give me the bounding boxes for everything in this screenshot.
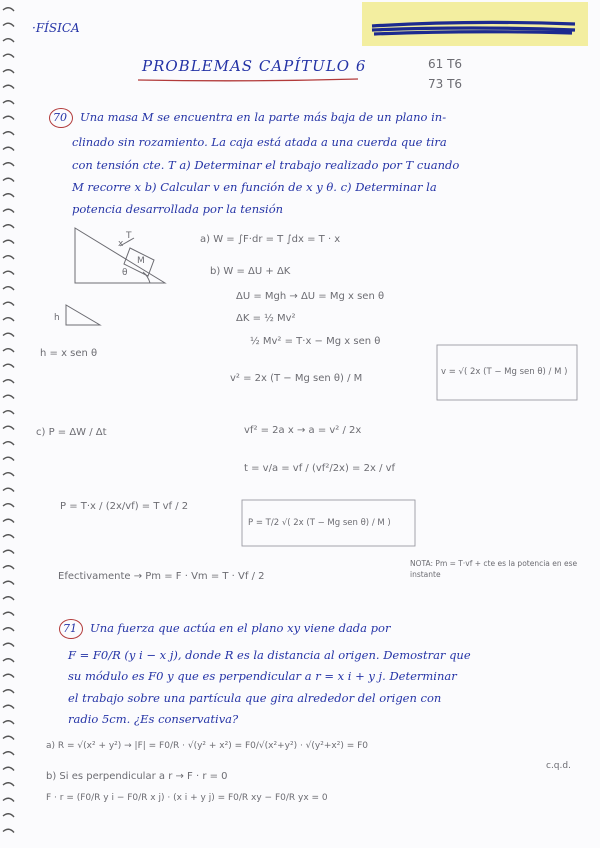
effective-power: Efectivamente → Pm = F · Vm = T · Vf / 2 [58,571,265,582]
spiral-ring [3,566,14,569]
problem-statement-line: su módulo es F0 y que es perpendicular a r = x i + y j. Determinar [68,669,457,683]
spiral-ring [3,705,14,708]
work-step-c4: P = T·x / (2x/vf) = T vf / 2 [60,501,189,512]
spiral-ring [3,643,14,646]
work-step-a: a) W = ∫F·dr = T ∫dx = T · x [200,234,341,245]
problem-statement-line: Una fuerza que actúa en el plano xy viene dada por [90,621,391,635]
power-note: NOTA: Pm = T·vf + cte es la potencia en ese instante [410,559,578,579]
work-step-b4: ½ Mv² = T·x − Mg x sen θ [250,336,381,347]
height-relation: h = x sen θ [40,348,98,359]
problem-statement-line: clinado sin rozamiento. La caja está atada a una cuerda que tira [72,135,447,149]
diagram-label-angle: θ [122,268,128,278]
problem-number: 71 [63,622,77,635]
work-step-a: a) R = √(x² + y²) → |F| = F0/R · √(y² + x²) = F0/√(x²+y²) · √(y²+x²) = F0 [46,741,368,751]
spiral-ring [3,628,14,631]
spiral-ring [3,581,14,584]
work-step-b1: b) W = ΔU + ΔK [210,266,291,277]
problem-statement-line: con tensión cte. T a) Determinar el trabajo realizado por T cuando [72,158,460,172]
work-step-c2: vf² = 2a x → a = v² / 2x [244,425,362,436]
spiral-ring [3,752,14,755]
spiral-ring [3,690,14,693]
work-step-c1: c) P = ΔW / Δt [36,427,107,438]
problem-statement-line: M recorre x b) Calcular v en función de x y θ. c) Determinar la [72,180,437,194]
work-step-b3: ΔK = ½ Mv² [236,313,296,324]
problem-statement-line: F = F0/R (y i − x j), donde R es la distancia al origen. Demostrar que [68,648,471,662]
diagram-label-mass: M [137,256,145,266]
diagram-label-height: h [54,313,60,323]
spiral-ring [3,721,14,724]
problem-statement-line: radio 5cm. ¿Es conservativa? [68,712,239,726]
spiral-ring [3,597,14,600]
subject-label: ·FÍSICA [32,21,80,35]
spiral-ring [3,767,14,770]
spiral-ring [3,829,14,832]
page-title: PROBLEMAS CAPÍTULO 6 [142,57,367,75]
velocity-result: v = √( 2x (T − Mg sen θ) / M ) [441,367,568,377]
work-step-b2: ΔU = Mgh → ΔU = Mg x sen θ [236,291,385,302]
work-step-b1: b) Si es perpendicular a r → F · r = 0 [46,771,228,782]
qed-mark: c.q.d. [546,761,571,771]
spiral-ring [3,659,14,662]
work-step-b2: F · r = (F0/R y i − F0/R x j) · (x i + y j) = F0/R xy − F0/R yx = 0 [46,793,328,803]
exercise-note: 61 T6 [428,57,463,71]
spiral-ring [3,798,14,801]
problem-number: 70 [53,111,67,124]
diagram-label-distance: x [118,239,124,249]
diagram-label-tension: T [126,231,132,241]
problem-statement-line: potencia desarrollada por la tensión [72,202,284,216]
spiral-ring [3,736,14,739]
spiral-ring [3,814,14,817]
problem-statement-line: Una masa M se encuentra en la parte más baja de un plano in- [80,110,447,124]
problem-statement-line: el trabajo sobre una partícula que gira alrededor del origen con [68,691,442,705]
spiral-ring [3,612,14,615]
spiral-ring [3,783,14,786]
spiral-ring [3,674,14,677]
work-step-c3: t = v/a = vf / (vf²/2x) = 2x / vf [244,463,396,474]
work-step-b5: v² = 2x (T − Mg sen θ) / M [230,373,363,384]
power-result: P = T/2 √( 2x (T − Mg sen θ) / M ) [248,518,391,528]
exercise-note: 73 T6 [428,77,463,91]
